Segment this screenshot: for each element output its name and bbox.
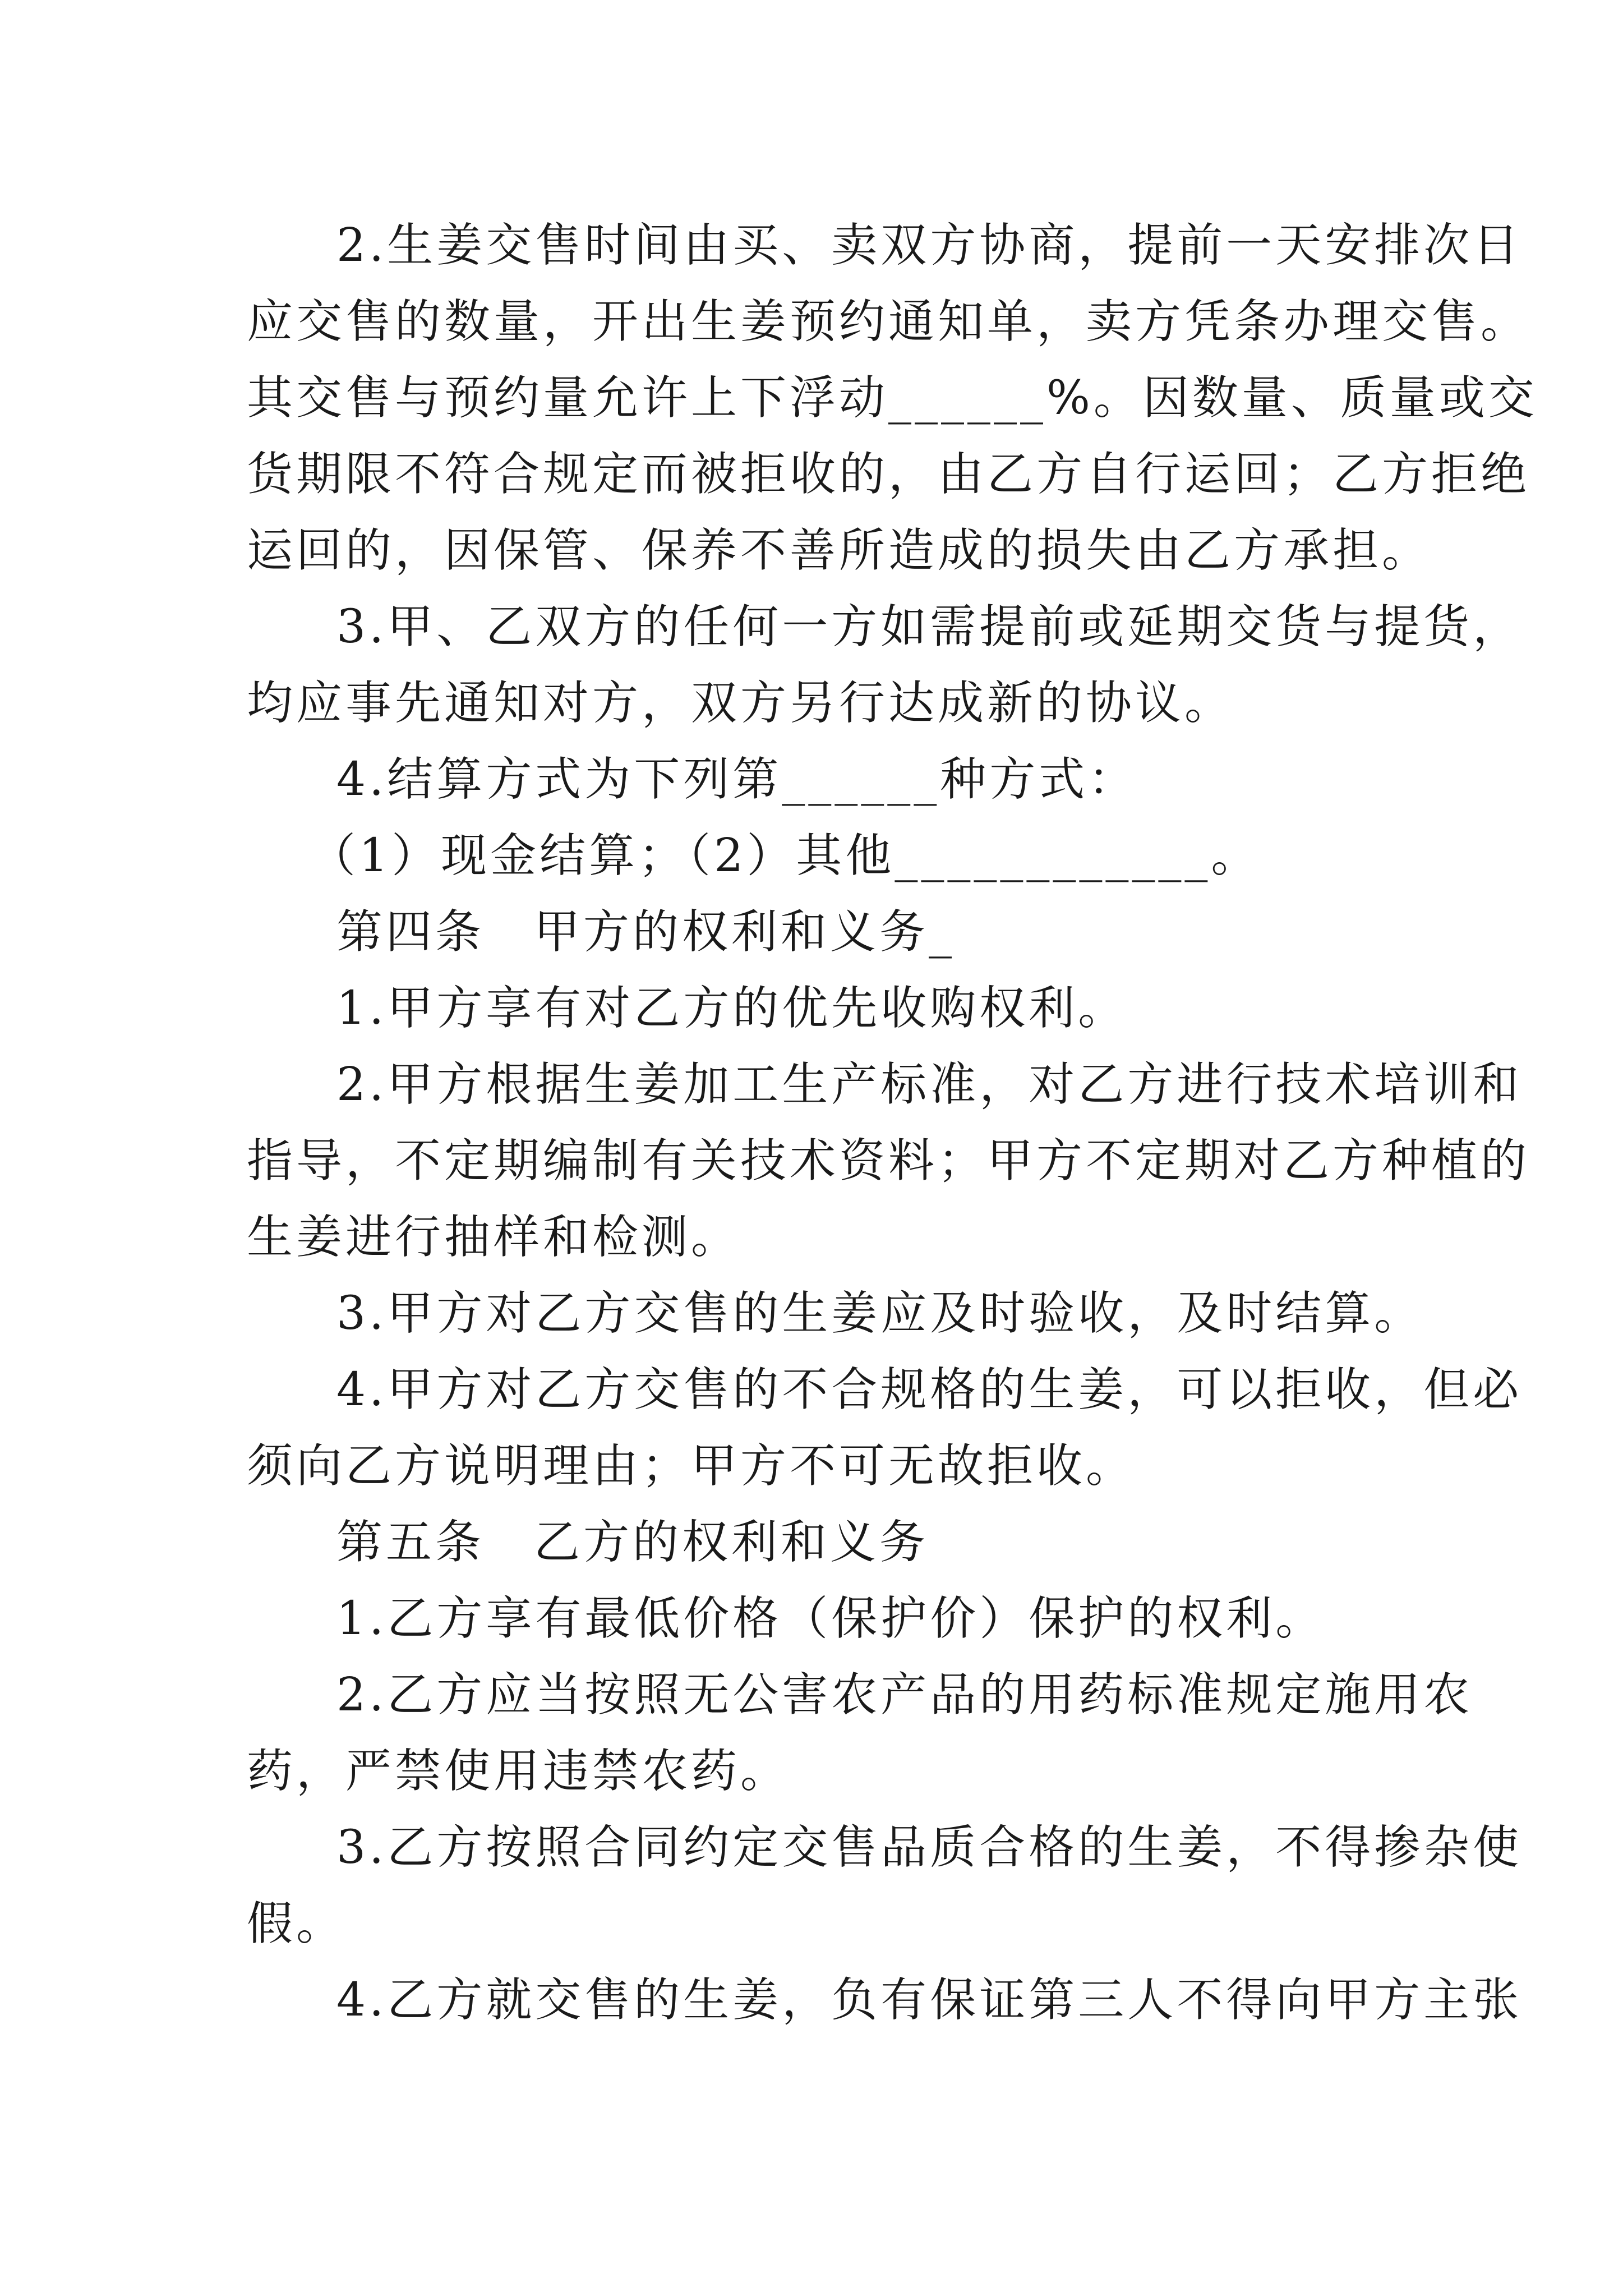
document-body <box>247 208 1538 2039</box>
text-line: 须向乙方说明理由；甲方不可无故拒收。 <box>247 1439 1136 1493</box>
text-line: 2.乙方应当按照无公害农产品的用药标准规定施用农 <box>336 1668 1473 1722</box>
text-line: 3.甲、乙双方的任何一方如需提前或延期交货与提货， <box>336 600 1523 654</box>
text-line: 生姜进行抽样和检测。 <box>247 1211 741 1264</box>
text-line: 1.乙方享有最低价格（保护价）保护的权利。 <box>336 1592 1325 1645</box>
text-line: 2.生姜交售时间由买、卖双方协商，提前一天安排次日 <box>336 219 1523 272</box>
text-line: 4.结算方式为下列第______种方式： <box>336 753 1138 806</box>
text-line: 指导，不定期编制有关技术资料；甲方不定期对乙方种植的 <box>247 1134 1530 1188</box>
text-line: 2.甲方根据生姜加工生产标准，对乙方进行技术培训和 <box>336 1058 1523 1111</box>
text-line: 3.乙方按照合同约定交售品质合格的生姜，不得掺杂使 <box>336 1821 1523 1874</box>
text-line: 其交售与预约量允许上下浮动______%。因数量、质量或交 <box>247 371 1538 425</box>
section-heading: 第四条 甲方的权利和义务_ <box>336 905 956 959</box>
text-line: 应交售的数量，开出生姜预约通知单，卖方凭条办理交售。 <box>247 295 1530 348</box>
text-line: 均应事先通知对方，双方另行达成新的协议。 <box>247 677 1234 730</box>
text-line: 4.乙方就交售的生姜，负有保证第三人不得向甲方主张 <box>336 1973 1523 2027</box>
text-line: 药，严禁使用违禁农药。 <box>247 1745 790 1798</box>
text-line: 4.甲方对乙方交售的不合规格的生姜，可以拒收，但必 <box>336 1363 1523 1416</box>
section-heading: 第五条 乙方的权利和义务 <box>336 1516 929 1569</box>
text-line: 货期限不符合规定而被拒收的，由乙方自行运回；乙方拒绝 <box>247 448 1530 501</box>
text-line: 运回的，因保管、保养不善所造成的损失由乙方承担。 <box>247 524 1432 577</box>
text-line: （1）现金结算；（2）其他____________。 <box>310 829 1261 882</box>
text-line: 3.甲方对乙方交售的生姜应及时验收，及时结算。 <box>336 1287 1424 1340</box>
text-line: 1.甲方享有对乙方的优先收购权利。 <box>336 982 1128 1035</box>
text-line: 假。 <box>247 1897 346 1950</box>
